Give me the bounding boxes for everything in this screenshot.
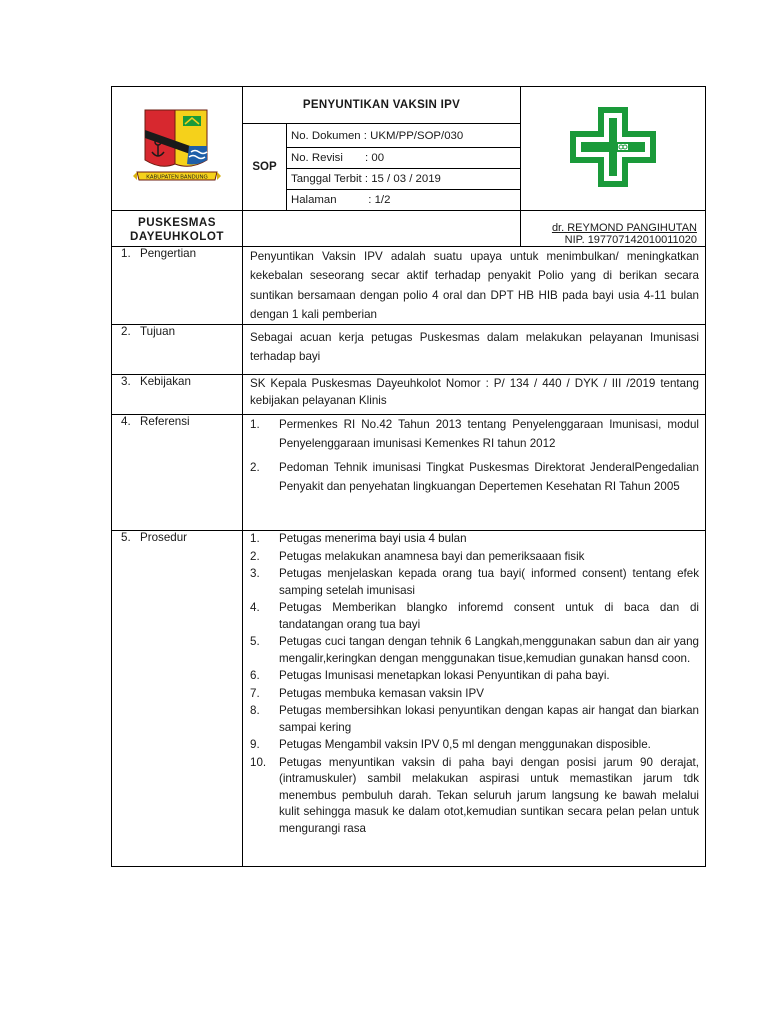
list-item: 7. Petugas membuka kemasan vaksin IPV xyxy=(250,686,484,700)
logo-banner-text: KABUPATEN BANDUNG xyxy=(146,174,208,181)
organization-name xyxy=(112,211,243,247)
empty-cell xyxy=(243,211,521,247)
prosedur-list xyxy=(250,531,699,837)
puskesmas-logo xyxy=(562,101,664,193)
list-item: 2. Petugas melakukan anamnesa bayi dan pemeriksaaan fisik xyxy=(250,549,585,563)
sop-document xyxy=(111,86,705,867)
signatory xyxy=(521,211,706,247)
section-kebijakan-text: SK Kepala Puskesmas Dayeuhkolot Nomor : P/ 134 / 440 / DYK / III /2019 tentang kebijakan pelayanan Klinis xyxy=(243,375,706,415)
org-line-1: PUSKESMAS xyxy=(138,215,216,229)
section-label-pengertian: 1. Pengertian xyxy=(112,247,243,325)
list-item: 8. Petugas membersihkan lokasi penyuntikan dengan kapas air hangat dan biarkan sampai kering xyxy=(250,704,699,734)
list-item: 5. Petugas cuci tangan dengan tehnik 6 Langkah,menggunakan sabun dan air yang mengalir,keringkan dengan menggunakan tisue,kemudian gunakan hansd coon. xyxy=(250,635,699,665)
right-logo-cell xyxy=(521,87,706,211)
meta-halaman: Halaman : 1/2 xyxy=(287,190,521,211)
meta-tanggal-terbit: Tanggal Terbit : 15 / 03 / 2019 xyxy=(287,169,521,190)
list-item: 2. Pedoman Tehnik imunisasi Tingkat Puskesmas Direktorat JenderalPengedalian Penyakit dan penyehatan lingkuangan Depertemen Kesehatan RI Tahun 2005 xyxy=(250,460,699,494)
meta-no-dokumen: No. Dokumen : UKM/PP/SOP/030 xyxy=(287,124,521,148)
document-title: PENYUNTIKAN VAKSIN IPV xyxy=(243,87,521,124)
list-item: 6. Petugas Imunisasi menetapkan lokasi Penyuntikan di paha bayi. xyxy=(250,669,610,683)
list-item: 9. Petugas Mengambil vaksin IPV 0,5 ml dengan menggunakan disposible. xyxy=(250,738,651,752)
section-label-tujuan: 2. Tujuan xyxy=(112,325,243,375)
list-item: 4. Petugas Memberikan blangko inforemd consent untuk di baca dan di tandatangan orang tua bayi xyxy=(250,601,699,631)
meta-no-revisi: No. Revisi : 00 xyxy=(287,148,521,169)
section-label-kebijakan: 3. Kebijakan xyxy=(112,375,243,415)
section-prosedur xyxy=(243,531,706,867)
sop-label: SOP xyxy=(243,124,287,211)
signatory-name: dr. REYMOND PANGIHUTAN xyxy=(551,222,697,234)
section-label-prosedur: 5. Prosedur xyxy=(112,531,243,867)
section-referensi xyxy=(243,415,706,531)
section-tujuan-text: Sebagai acuan kerja petugas Puskesmas dalam melakukan pelayanan Imunisasi terhadap bayi xyxy=(243,325,706,375)
org-line-2: DAYEUHKOLOT xyxy=(130,229,224,243)
list-item: 1. Petugas menerima bayi usia 4 bulan xyxy=(250,532,467,546)
section-pengertian-text: Penyuntikan Vaksin IPV adalah suatu upaya untuk menimbulkan/ meningkatkan kekebalan seseorang secar aktif terhadap penyakit Polio yang di berikan secara suntikan bersamaan dengan polio 4 oral dan DPT HB HIB pada bayi usia 4-11 bulan dengan 1 kali pemberian xyxy=(243,247,706,325)
kabupaten-bandung-logo xyxy=(131,106,223,188)
list-item: 3. Petugas menjelaskan kepada orang tua bayi( informed consent) tentang efek samping setelah imunisasi xyxy=(250,567,699,597)
left-logo-cell xyxy=(112,87,243,211)
list-item: 1. Permenkes RI No.42 Tahun 2013 tentang Penyelenggaraan Imunisasi, modul Penyelenggaraan imunisasi Kemenkes RI tahun 2012 xyxy=(250,418,699,451)
list-item: 10. Petugas menyuntikan vaksin di paha bayi dengan posisi jarum 90 derajat, (intramuskuler) sambil melakukan aspirasi untuk memastikan jarum tdk menembus pembuluh darah. Tekan seluruh jarum langsung ke bawah melalui kulit sehingga masuk ke dalam otot,kemudian suntikan secara pelan pelan untuk mengurangi rasa xyxy=(250,755,699,835)
section-label-referensi: 4. Referensi xyxy=(112,415,243,531)
sop-table xyxy=(111,86,706,867)
referensi-list xyxy=(250,415,699,496)
signatory-nip: NIP. 197707142010011020 xyxy=(564,234,697,246)
